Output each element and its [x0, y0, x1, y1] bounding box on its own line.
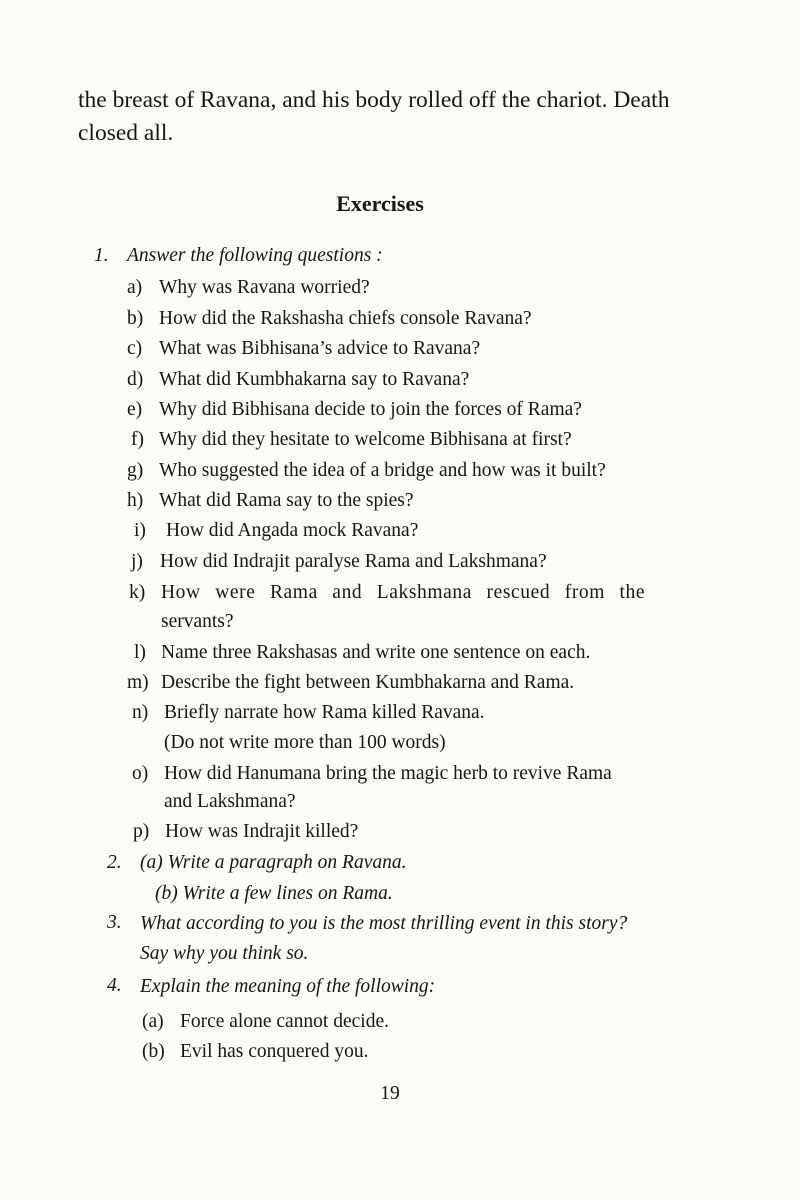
item-label: k): [129, 582, 146, 603]
item-text: How did Hanumana bring the magic herb to revive Rama: [164, 763, 612, 784]
item-label: n): [132, 702, 149, 723]
question-3-line-2: Say why you think so.: [140, 943, 309, 964]
item-text: How was Indrajit killed?: [165, 821, 359, 842]
question-2-part-b: (b) Write a few lines on Rama.: [155, 883, 393, 904]
item-text: How did Indrajit paralyse Rama and Lakshmana?: [160, 551, 547, 572]
item-label: j): [131, 551, 143, 572]
item-label: p): [133, 821, 150, 842]
item-label: c): [127, 338, 143, 359]
item-text: Force alone cannot decide.: [180, 1011, 389, 1032]
intro-line-2: closed all.: [78, 120, 174, 146]
item-text: How did the Rakshasha chiefs console Ravana?: [159, 308, 532, 329]
item-label: h): [127, 490, 144, 511]
item-text: How were Rama and Lakshmana rescued from the: [161, 582, 646, 603]
question-item-o-continued: and Lakshmana?: [164, 791, 296, 812]
item-text: Evil has conquered you.: [180, 1041, 369, 1062]
item-label: (b): [142, 1041, 165, 1062]
item-text: Why did they hesitate to welcome Bibhisana at first?: [159, 429, 572, 450]
question-item-n-continued: (Do not write more than 100 words): [164, 732, 446, 753]
question-2-part-a: (a) Write a paragraph on Ravana.: [140, 852, 407, 873]
intro-line-1: the breast of Ravana, and his body rolled off the chariot. Death: [78, 87, 670, 113]
item-label: (a): [142, 1011, 164, 1032]
item-label: e): [127, 399, 143, 420]
item-text: Briefly narrate how Rama killed Ravana.: [164, 702, 485, 723]
item-text: What did Rama say to the spies?: [159, 490, 414, 511]
item-text: Who suggested the idea of a bridge and how was it built?: [159, 460, 606, 481]
page-number: 19: [380, 1083, 400, 1104]
question-3-line-1: What according to you is the most thrilling event in this story?: [140, 913, 628, 934]
item-text: Why was Ravana worried?: [159, 277, 370, 298]
item-text: What was Bibhisana’s advice to Ravana?: [159, 338, 481, 359]
item-label: o): [132, 763, 149, 784]
question-2-number: 2.: [107, 852, 122, 873]
item-label: f): [131, 429, 144, 450]
exercises-heading: Exercises: [336, 191, 424, 216]
question-item-k-continued: servants?: [161, 611, 234, 632]
item-label: m): [127, 672, 149, 693]
question-4-number: 4.: [107, 975, 122, 996]
item-label: a): [127, 277, 143, 298]
item-label: b): [127, 308, 144, 329]
item-label: i): [134, 520, 146, 541]
item-text: How did Angada mock Ravana?: [166, 520, 419, 541]
question-1-text: Answer the following questions :: [127, 245, 383, 266]
item-label: l): [134, 642, 146, 663]
item-label: d): [127, 369, 144, 390]
question-3-number: 3.: [107, 912, 122, 933]
question-4-text: Explain the meaning of the following:: [140, 976, 436, 997]
item-text: What did Kumbhakarna say to Ravana?: [159, 369, 470, 390]
item-label: g): [127, 460, 144, 481]
item-text: Why did Bibhisana decide to join the forces of Rama?: [159, 399, 582, 420]
intro-paragraph: [78, 84, 718, 150]
item-text: Describe the fight between Kumbhakarna and Rama.: [161, 672, 575, 693]
question-1-number: 1.: [94, 245, 109, 266]
item-text: Name three Rakshasas and write one sentence on each.: [161, 642, 591, 663]
